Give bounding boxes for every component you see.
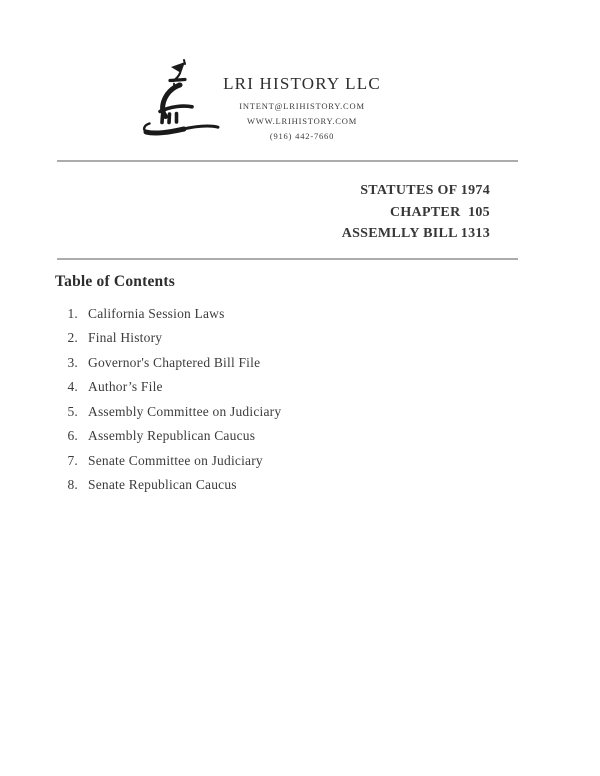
toc-item-number: 6.	[67, 428, 78, 444]
statute-reference-block	[342, 180, 490, 245]
toc-list	[58, 302, 478, 498]
toc-title: Table of Contents	[55, 273, 175, 290]
toc-item-number: 8.	[67, 477, 78, 493]
toc-item-label: Senate Republican Caucus	[88, 477, 237, 493]
toc-item	[58, 302, 478, 326]
toc-item-label: California Session Laws	[88, 306, 225, 321]
divider-top	[57, 160, 518, 162]
toc-item	[58, 326, 478, 350]
toc-item	[58, 400, 478, 424]
phone-number: (916) 442-7660	[269, 131, 335, 141]
toc-item-number: 4.	[67, 379, 78, 395]
toc-item	[58, 424, 478, 448]
toc-item-number: 2.	[67, 330, 78, 346]
letterhead	[192, 74, 412, 144]
toc-item-label: Author’s File	[88, 379, 163, 395]
toc-item-label: Assembly Republican Caucus	[88, 428, 256, 444]
toc-item-number: 1.	[67, 306, 78, 321]
bill-line: ASSEMLLY BILL 1313	[341, 226, 490, 242]
email-address: INTENT@LRIHISTORY.COM	[239, 101, 365, 111]
website-address: WWW.LRIHISTORY.COM	[246, 116, 358, 126]
toc-item-label: Governor's Chaptered Bill File	[88, 354, 261, 370]
toc-item-label: Senate Committee on Judiciary	[88, 452, 263, 468]
toc-item	[58, 473, 478, 497]
chapter-line: CHAPTER 105	[389, 204, 490, 220]
toc-item	[58, 375, 478, 399]
statutes-line: STATUTES OF 1974	[360, 183, 490, 198]
toc-item-number: 5.	[67, 403, 78, 419]
toc-item-label: Assembly Committee on Judiciary	[88, 403, 282, 419]
contact-info	[192, 99, 412, 144]
toc-item-label: Final History	[88, 330, 163, 346]
company-name: LRI HISTORY LLC	[223, 74, 381, 93]
toc-item	[58, 351, 478, 375]
toc-item	[58, 449, 478, 473]
divider-bottom	[57, 258, 518, 260]
toc-item-number: 7.	[67, 452, 78, 468]
toc-item-number: 3.	[67, 354, 78, 370]
